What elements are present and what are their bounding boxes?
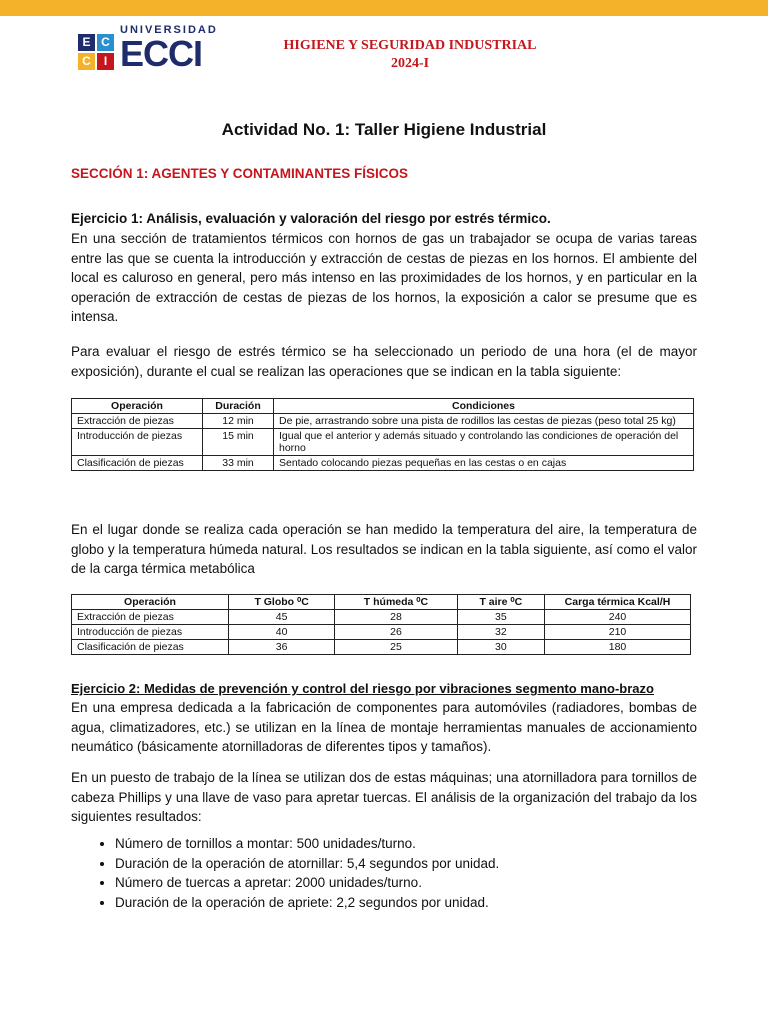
- operations-table: [71, 398, 694, 471]
- table-cell: 28: [335, 610, 457, 625]
- table-header: Duración: [203, 399, 274, 414]
- table-row: [72, 640, 691, 655]
- logo-tile-i: I: [97, 53, 114, 70]
- exercise1-heading: Ejercicio 1: Análisis, evaluación y valoración del riesgo por estrés térmico.: [71, 211, 551, 226]
- top-accent-bar: [0, 0, 768, 16]
- course-title: HIGIENE Y SEGURIDAD INDUSTRIAL: [283, 38, 537, 53]
- list-item: • Duración de la operación de atornillar: 5,4 segundos por unidad.: [115, 854, 715, 874]
- table-cell: 240: [545, 610, 691, 625]
- exercise1-paragraph2: Para evaluar el riesgo de estrés térmico se ha seleccionado un periodo de una hora (el de mayor exposición), durante el cual se realizan las operaciones que se indican en la tabla siguiente:: [71, 344, 697, 379]
- table-row: [72, 610, 691, 625]
- table-header: T Globo ⁰C: [229, 595, 335, 610]
- table-cell: Sentado colocando piezas pequeñas en las cestas o en cajas: [274, 456, 694, 471]
- table-cell: 45: [229, 610, 335, 625]
- list-item: • Número de tuercas a apretar: 2000 unidades/turno.: [115, 873, 715, 893]
- table-cell: 26: [335, 625, 457, 640]
- table-cell: 32: [457, 625, 544, 640]
- table-header-row: [72, 595, 691, 610]
- exercise1-paragraph3: En el lugar donde se realiza cada operación se han medido la temperatura del aire, la temperatura de globo y la temperatura húmeda natural. Los resultados se indican en la tabla siguiente, así como el valor de la carga térmica metabólica: [71, 522, 697, 576]
- table-cell: 25: [335, 640, 457, 655]
- list-item: • Número de tornillos a montar: 500 unidades/turno.: [115, 834, 715, 854]
- table-row: [72, 414, 694, 429]
- list-item: • Duración de la operación de apriete: 2,2 segundos por unidad.: [115, 893, 715, 913]
- table-header: Operación: [72, 595, 229, 610]
- table-cell: Clasificación de piezas: [72, 456, 203, 471]
- logo-tile-c1: C: [97, 34, 114, 51]
- measurements-table: [71, 594, 691, 655]
- section-heading: SECCIÓN 1: AGENTES Y CONTAMINANTES FÍSICOS: [71, 166, 409, 181]
- table-cell: Introducción de piezas: [72, 625, 229, 640]
- exercise2-paragraph1: En una empresa dedicada a la fabricación de componentes para automóviles (radiadores, bombas de agua, climatizadores, etc.) se utilizan en la línea de montaje herramientas manuales de accionamiento neumático (básicamente atornilladoras de diferentes tipos y tamaños).: [71, 700, 697, 754]
- table-cell: 30: [457, 640, 544, 655]
- table-cell: Extracción de piezas: [72, 610, 229, 625]
- logo-ecci: ECCI: [120, 33, 203, 74]
- table-header-row: [72, 399, 694, 414]
- table-cell: 12 min: [203, 414, 274, 429]
- logo-universidad: UNIVERSIDAD: [120, 24, 218, 36]
- table-cell: 36: [229, 640, 335, 655]
- table-cell: Extracción de piezas: [72, 414, 203, 429]
- table-cell: 210: [545, 625, 691, 640]
- exercise2-heading: Ejercicio 2: Medidas de prevención y control del riesgo por vibraciones segmento mano-brazo: [71, 681, 654, 696]
- table-header: T húmeda ⁰C: [335, 595, 457, 610]
- course-period: 2024-I: [390, 56, 430, 71]
- table-cell: 33 min: [203, 456, 274, 471]
- logo-tile-c2: C: [78, 53, 95, 70]
- university-logo: [78, 24, 218, 76]
- logo-tile-e: E: [78, 34, 95, 51]
- table-cell: De pie, arrastrando sobre una pista de rodillos las cestas de piezas (peso total 25 kg): [274, 414, 694, 429]
- results-list: [71, 834, 715, 912]
- table-cell: Igual que el anterior y además situado y controlando las condiciones de operación del horno: [274, 429, 694, 456]
- table-row: [72, 456, 694, 471]
- page-title: Actividad No. 1: Taller Higiene Industrial: [221, 120, 547, 139]
- table-cell: 15 min: [203, 429, 274, 456]
- table-header: Carga térmica Kcal/H: [545, 595, 691, 610]
- table-cell: 180: [545, 640, 691, 655]
- table-header: Condiciones: [274, 399, 694, 414]
- table-cell: Introducción de piezas: [72, 429, 203, 456]
- table-row: [72, 429, 694, 456]
- table-cell: 40: [229, 625, 335, 640]
- table-cell: 35: [457, 610, 544, 625]
- table-row: [72, 625, 691, 640]
- table-header: Operación: [72, 399, 203, 414]
- table-cell: Clasificación de piezas: [72, 640, 229, 655]
- exercise2-paragraph2: En un puesto de trabajo de la línea se utilizan dos de estas máquinas; una atornilladora para tornillos de cabeza Phillips y una llave de vaso para apretar tuercas. El análisis de la organización del trabajo da los siguientes resultados:: [71, 770, 697, 824]
- exercise1-paragraph1: En una sección de tratamientos térmicos con hornos de gas un trabajador se ocupa de varias tareas entre las que se cuenta la introducción y extracción de cestas de piezas en los hornos. El ambiente del local es caluroso en general, pero más intenso en las proximidades de los hornos, y en particular en la operación de extracción de cestas de piezas de los hornos, la exposición a calor se presume que es intensa.: [71, 231, 697, 324]
- table-header: T aire ⁰C: [457, 595, 544, 610]
